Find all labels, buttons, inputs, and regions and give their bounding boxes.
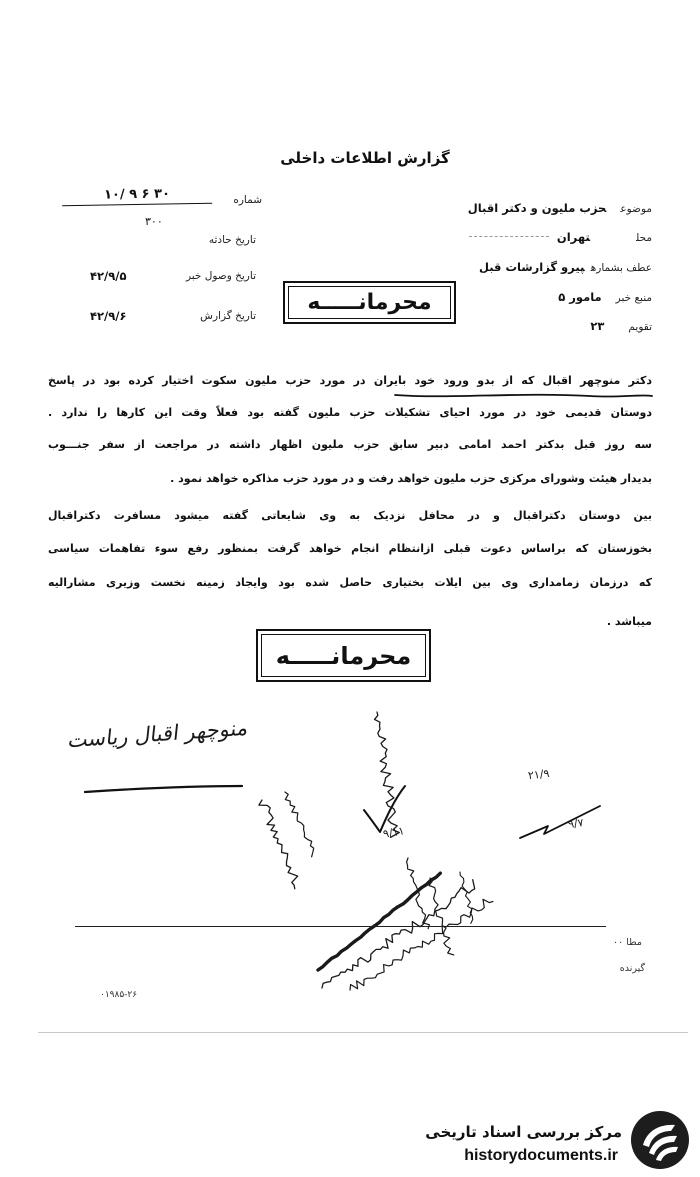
handwritten-date-note: ۹/۱۱ [382,824,406,841]
report-date-value: ۴۲/۹/۶ [90,309,127,323]
distribution-line: گیرنده [619,963,645,974]
classification-stamp-bottom [256,629,431,682]
incident-date-label: تاریخ حادثه [208,234,256,246]
evaluation-value: ۲۳ [590,319,605,333]
evaluation-label: تقویم [628,321,652,333]
classification-stamp-text: محرمانـــــه [288,286,451,319]
subject-label: موضوع [620,203,652,215]
archive-code: ۰۱۹۸۵-۲۶ [100,990,138,1000]
source-value: مامور ۵ [558,290,602,304]
number-value: ۱۰/ ۹ ۶ ۳۰ [62,185,212,207]
handwriting-stroke [350,899,493,990]
handwriting-stroke [429,878,454,955]
handwriting-stroke [259,800,298,889]
report-title: گزارش اطلاعات داخلی [280,149,450,167]
number-label: شماره [233,194,262,206]
handwritten-date-note: ۹/۷ [567,815,585,832]
body-line: بدیدار هیئت وشورای مرکزی حزب ملیون خواهد رفت و در مورد حزب مذاکره خواهد نمود . [170,472,652,485]
location-row [469,229,652,245]
watermark-website: historydocuments.ir [464,1147,618,1164]
reference-row [479,259,652,275]
location-value: تهران [556,230,591,244]
body-line: بخوزستان که براساس دعوت قبلی ازانتظام انجام خواهد گرفت بمنظور رفع سوء تفاهمات سیاسی [48,542,652,555]
classification-stamp-top [283,281,456,324]
body-line: که درزمان زمامداری وی بین ایلات بختیاری حاصل شده بود وایجاد زمینه نخست وزیری مشارالیه [48,576,652,589]
body-line: دوستان قدیمی خود در مورد احیای تشکیلات حزب ملیون گفته بود فعلاً وقت این کارها را ندارد . [48,406,652,419]
distribution-line: مطا ۰۰ [612,937,642,948]
handwriting-stroke [375,712,400,837]
classification-stamp-text: محرمانـــــه [261,634,426,677]
handwriting-stroke [285,792,314,857]
received-date-label: تاریخ وصول خبر [185,270,256,282]
source-label: منبع خبر [615,292,652,304]
location-dotted-line [469,236,549,237]
evaluation-row [590,318,652,334]
handwriting-stroke [407,858,430,929]
document-pages-icon [630,1110,690,1170]
reference-value: پیرو گزارشات قبل [478,260,585,274]
report-date-label: تاریخ گزارش [200,310,256,322]
body-line: سه روز قبل بدکتر احمد امامی دبیر سابق حزب ملیون اظهار داشته در مراجعت از سفر جنـــوب [48,438,652,451]
handwriting-stroke [460,872,473,923]
name-underline-stroke [395,395,652,397]
body-line: دکتر منوچهر اقبال که از بدو ورود خود بایران در مورد حزب ملیون سکوت اختیار کرده بود در پاسخ [48,374,652,387]
received-date-value: ۴۲/۹/۵ [90,269,127,283]
footer-divider [75,926,606,927]
check-mark-icon [520,806,600,838]
footer-divider-faint [38,1032,688,1033]
handwriting-stroke [322,880,475,988]
subject-row [468,200,652,216]
body-line: میباشد . [606,615,652,628]
handwriting-stroke [318,873,440,970]
watermark-org-name: مرکز بررسی اسناد تاریخی [425,1123,622,1141]
handwritten-name-note: منوچهر اقبال ریاست [66,715,250,753]
handwritten-date-note: ۲۱/۹ [527,766,551,783]
number-sub-value: ۳۰۰ [145,215,163,228]
signature-underline-stroke [85,786,242,792]
reference-label: عطف بشماره [590,262,652,274]
source-row [558,289,652,305]
body-line: بین دوستان دکتراقبال و در محافل نزدیک به وی شایعاتی گفته میشود مسافرت دکتراقبال [48,509,652,522]
subject-value: حزب ملیون و دکتر اقبال [467,201,607,215]
location-label: محل [636,232,652,244]
